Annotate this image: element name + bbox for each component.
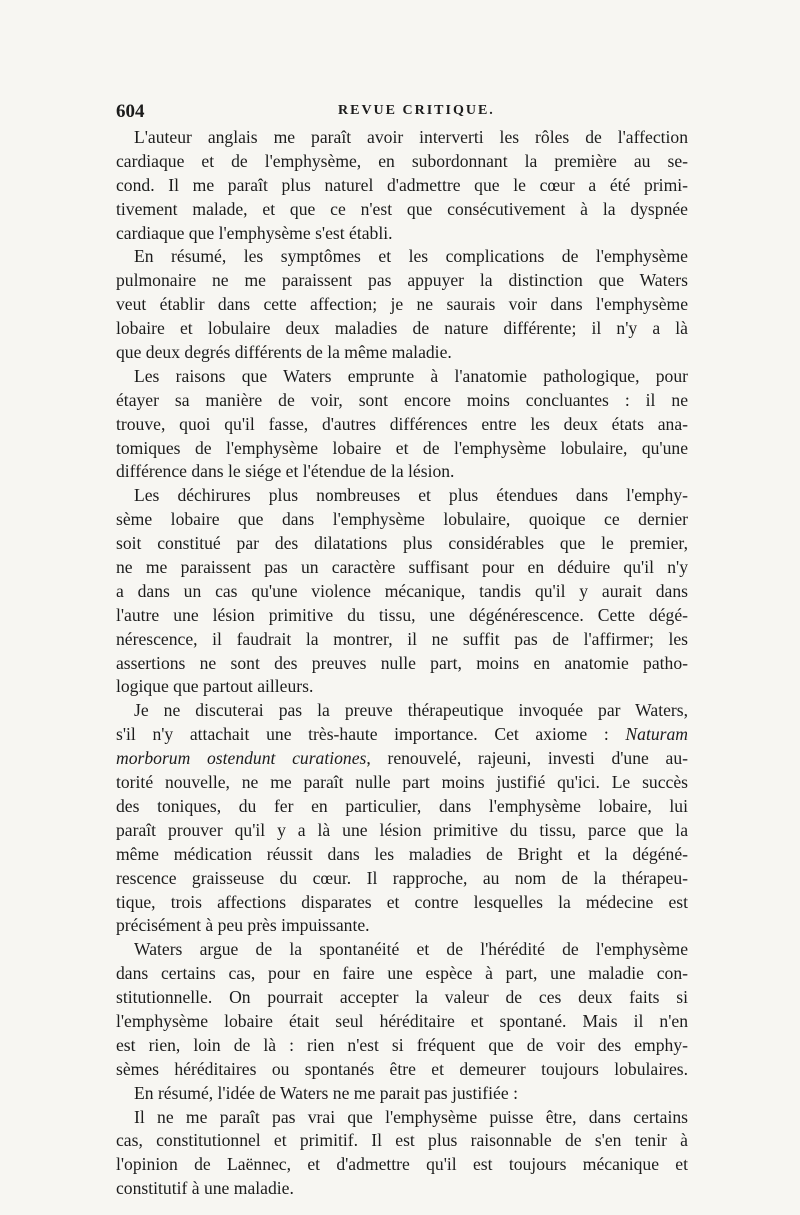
text-line: trouve, quoi qu'il fasse, d'autres différences entre les deux états ana- bbox=[116, 413, 688, 434]
text-line: stitutionnelle. On pourrait accepter la valeur de ces deux faits si bbox=[116, 987, 688, 1008]
italic-latin: Naturam bbox=[625, 724, 688, 745]
body-text bbox=[116, 126, 688, 1201]
text-line: soit constitué par des dilatations plus considérables que le premier, bbox=[116, 533, 688, 554]
text-line: Les déchirures plus nombreuses et plus étendues dans l'emphy- bbox=[134, 485, 688, 506]
text-line: l'autre une lésion primitive du tissu, une dégénérescence. Cette dégé- bbox=[116, 604, 688, 625]
text-line: En résumé, l'idée de Waters ne me parait pas justifiée : bbox=[134, 1082, 518, 1103]
text-segment: s'il n'y attachait une très-haute importance. Cet axiome : bbox=[116, 724, 609, 745]
text-line: veut établir dans cette affection; je ne saurais voir dans l'emphysème bbox=[116, 294, 688, 315]
text-line: sème lobaire que dans l'emphysème lobulaire, quoique ce dernier bbox=[116, 509, 688, 530]
text-line: torité nouvelle, ne me paraît nulle part moins justifié qu'ici. Le succès bbox=[116, 772, 688, 793]
text-line: paraît prouver qu'il y a là une lésion primitive du tissu, parce que la bbox=[116, 819, 688, 840]
text-line: tomiques de l'emphysème lobaire et de l'emphysème lobulaire, qu'une bbox=[116, 437, 688, 458]
text-line: logique que partout ailleurs. bbox=[116, 676, 314, 697]
text-line: dans certains cas, pour en faire une espèce à part, une maladie con- bbox=[116, 963, 688, 984]
italic-latin: morborum ostendunt curationes bbox=[116, 748, 367, 769]
text-line: lobaire et lobulaire deux maladies de nature différente; il n'y a là bbox=[116, 318, 688, 339]
text-line bbox=[116, 747, 688, 771]
text-line: cond. Il me paraît plus naturel d'admettre que le cœur a été primi- bbox=[116, 174, 688, 195]
text-line: pulmonaire ne me paraissent pas appuyer la distinction que Waters bbox=[116, 270, 688, 291]
text-line: cas, constitutionnel et primitif. Il est plus raisonnable de s'en tenir à bbox=[116, 1130, 688, 1151]
text-line: assertions ne sont des preuves nulle part, moins en anatomie patho- bbox=[116, 652, 688, 673]
text-line: que deux degrés différents de la même maladie. bbox=[116, 342, 452, 363]
text-line: des toniques, du fer en particulier, dans l'emphysème lobaire, lui bbox=[116, 795, 688, 816]
text-line: rescence graisseuse du cœur. Il rapproche, au nom de la thérapeu- bbox=[116, 867, 688, 888]
text-line: L'auteur anglais me paraît avoir interverti les rôles de l'affection bbox=[134, 127, 688, 147]
text-line: Je ne discuterai pas la preuve thérapeutique invoquée par Waters, bbox=[134, 700, 688, 721]
text-line: est rien, loin de là : rien n'est si fréquent que de voir des emphy- bbox=[116, 1034, 688, 1055]
text-line: précisément à peu près impuissante. bbox=[116, 915, 370, 936]
text-line: nérescence, il faudrait la montrer, il ne suffit pas de l'affirmer; les bbox=[116, 628, 688, 649]
text-line: constitutif à une maladie. bbox=[116, 1178, 294, 1199]
text-line: l'emphysème lobaire était seul héréditaire et spontané. Mais il n'en bbox=[116, 1010, 688, 1031]
text-segment: , renouvelé, rajeuni, investi d'une au- bbox=[366, 748, 688, 769]
text-line: différence dans le siége et l'étendue de la lésion. bbox=[116, 461, 455, 482]
page-header bbox=[116, 101, 688, 125]
text-line: l'opinion de Laënnec, et d'admettre qu'il est toujours mécanique et bbox=[116, 1154, 688, 1175]
running-head: REVUE CRITIQUE. bbox=[338, 103, 495, 118]
text-line: même médication réussit dans les maladies de Bright et la dégéné- bbox=[116, 843, 688, 864]
page-number: 604 bbox=[116, 101, 145, 122]
text-line: a dans un cas qu'une violence mécanique, tandis qu'il y aurait dans bbox=[116, 580, 688, 601]
text-line: Waters argue de la spontanéité et de l'hérédité de l'emphysème bbox=[134, 939, 688, 960]
text-line: En résumé, les symptômes et les complications de l'emphysème bbox=[134, 246, 688, 267]
text-line: cardiaque que l'emphysème s'est établi. bbox=[116, 222, 393, 243]
text-line bbox=[116, 723, 688, 747]
text-line: ne me paraissent pas un caractère suffisant pour en déduire qu'il n'y bbox=[116, 557, 688, 578]
text-line: étayer sa manière de voir, sont encore moins concluantes : il ne bbox=[116, 389, 688, 410]
text-line: Il ne me paraît pas vrai que l'emphysème puisse être, dans certains bbox=[134, 1106, 688, 1127]
text-line: tivement malade, et que ce n'est que consécutivement à la dyspnée bbox=[116, 198, 688, 219]
text-line: tique, trois affections disparates et contre lesquelles la médecine est bbox=[116, 891, 688, 912]
text-line: sèmes héréditaires ou spontanés être et demeurer toujours lobulaires. bbox=[116, 1058, 688, 1079]
text-line: Les raisons que Waters emprunte à l'anatomie pathologique, pour bbox=[134, 365, 688, 386]
text-line: cardiaque et de l'emphysème, en subordonnant la première au se- bbox=[116, 150, 688, 171]
